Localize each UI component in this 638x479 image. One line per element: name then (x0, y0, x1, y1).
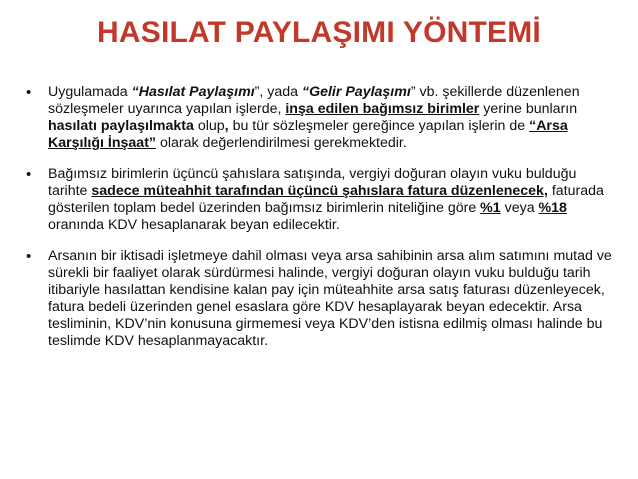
text-segment: ” vb. şekillerde düzenlenen sözleşmeler uyarınca yapılan işlerde, (48, 84, 580, 117)
text-segment: Uygulamada (48, 84, 132, 100)
bullet-dot-icon: • (26, 84, 32, 101)
text-segment: , (224, 118, 229, 134)
bullet-dot-icon: • (26, 166, 32, 183)
text-segment: %18 (538, 200, 567, 216)
text-segment: Bağımsız birimlerin üçüncü şahıslara satışında, vergiyi doğuran olayın vuku bulduğu tarihte (48, 166, 577, 199)
text-segment: yerine bunların (479, 101, 578, 117)
text-segment: bu tür sözleşmeler gereğince yapılan işlerin de (228, 118, 530, 134)
text-segment: Arsanın bir iktisadi işletmeye dahil olması veya arsa sahibinin arsa alım satımını mutad ve sürekli bir faaliyet olarak sürdürmesi halinde, vergiyi doğuran olayın vuku bulduğu tarih itibariyle hasılattan kendisine kalan pay için müteahhite arsa satış faturası düzenleyecek, fatura bedeli üzerinden genel esaslara göre KDV hesaplayarak beyan edecektir. Arsa tesliminin, KDV’nin konusuna girmemesi veya KDV’den istisna edilmiş olması halinde bu teslimde KDV hesaplanmayacaktır. (48, 248, 612, 349)
text-segment: olup (193, 118, 225, 134)
bullet-item-1 (26, 84, 616, 152)
text-segment: olarak değerlendirilmesi gerekmektedir. (156, 135, 407, 151)
bullet-item-3 (26, 248, 616, 350)
text-segment: ”, yada (254, 84, 302, 100)
bullet-text-3 (48, 248, 616, 350)
bullet-item-2 (26, 166, 616, 234)
text-segment: “Hasılat Paylaşımı (131, 84, 255, 100)
bullet-text-2 (48, 166, 616, 234)
bullet-text-1 (48, 84, 616, 152)
text-segment: faturada gösterilen toplam bedel üzerinden bağımsız birimlerin niteliğine göre (48, 183, 604, 216)
text-segment: hasılatı paylaşılmakta (48, 118, 194, 134)
slide-title: HASILAT PAYLAŞIMI YÖNTEMİ (97, 16, 541, 49)
text-segment: inşa edilen bağımsız birimler (285, 101, 480, 117)
bullet-list (26, 84, 616, 364)
text-segment: veya (500, 200, 539, 216)
bullet-dot-icon: • (26, 248, 32, 265)
text-segment: %1 (480, 200, 501, 216)
text-segment: sadece müteahhit tarafından üçüncü şahıslara fatura düzenlenecek, (91, 183, 548, 199)
text-segment: “Arsa Karşılığı İnşaat” (48, 118, 568, 151)
text-segment: “Gelir Paylaşımı (301, 84, 411, 100)
text-segment: oranında KDV hesaplanarak beyan edilecektir. (48, 217, 340, 233)
